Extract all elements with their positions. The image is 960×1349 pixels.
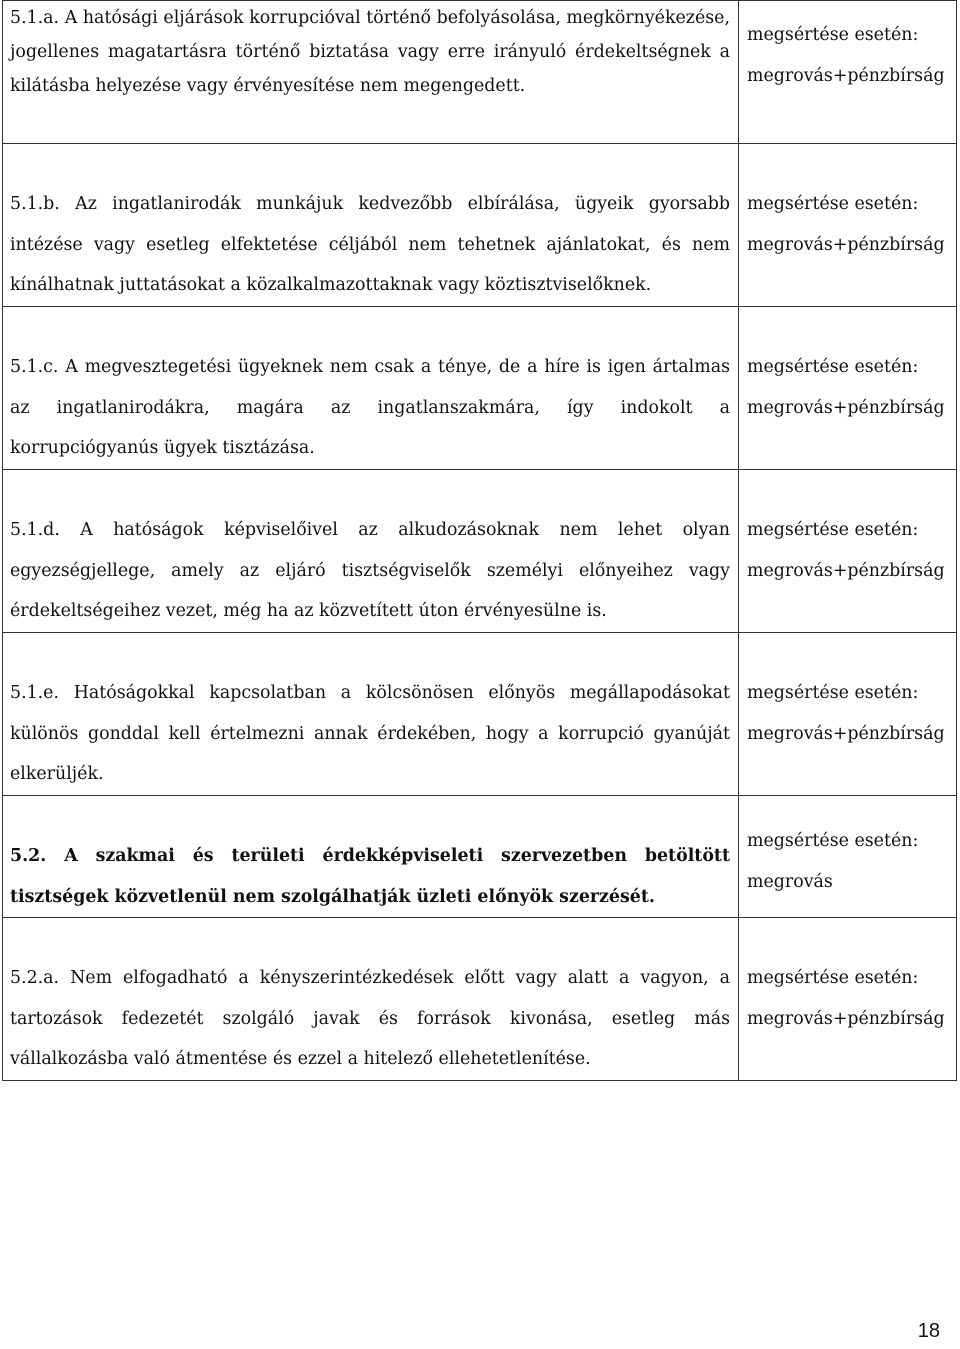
penalty-label: megsértése esetén: — [747, 520, 919, 540]
rule-row-5-2 — [3, 796, 957, 918]
rule-id: 5.1.d. — [10, 520, 60, 540]
penalty-label: megsértése esetén: — [747, 683, 919, 703]
rule-text-cell — [3, 144, 739, 307]
penalty-value: megrovás+pénzbírság — [747, 397, 945, 418]
rule-description: Nem elfogadható a kényszerintézkedések előtt vagy alatt a vagyon, a tartozások fedezetét szolgáló javak és források kivonása, esetleg más vállalkozásba való átmentése és ezzel a hitelező ellehetetlenítése. — [10, 968, 731, 1069]
rule-text-cell — [3, 633, 739, 796]
rule-row-5-2-a — [3, 918, 957, 1081]
penalty-value: megrovás+pénzbírság — [747, 65, 945, 86]
rule-id: 5.2.a. — [10, 968, 60, 988]
penalty-cell — [739, 633, 957, 796]
penalty-cell — [739, 918, 957, 1081]
rule-description: A hatóságok képviselőivel az alkudozásoknak nem lehet olyan egyezségjellege, amely az eljáró tisztségviselők személyi előnyeihez vagy érdekeltségeihez vezet, még ha az közvetített úton érvényesülne is. — [10, 520, 731, 621]
rule-description: Hatóságokkal kapcsolatban a kölcsönösen előnyös megállapodásokat különös gonddal kell értelmezni annak érdekében, hogy a korrupció gyanúját elkerüljék. — [10, 683, 730, 784]
rule-text-cell — [3, 470, 739, 633]
rule-text-cell — [3, 1, 739, 144]
penalty-cell — [739, 470, 957, 633]
penalty-label: megsértése esetén: — [747, 968, 919, 988]
rule-row-5-1-d — [3, 470, 957, 633]
penalty-cell — [739, 796, 957, 918]
rule-text-cell — [3, 796, 739, 918]
page-number: 18 — [917, 1320, 940, 1342]
penalty-value: megrovás+pénzbírság — [747, 560, 945, 581]
penalty-label: megsértése esetén: — [747, 25, 919, 45]
rule-description: A megvesztegetési ügyeknek nem csak a ténye, de a híre is igen ártalmas az ingatlanirodákra, magára az ingatlanszakmára, így indokolt a korrupciógyanús ügyek tisztázása. — [10, 357, 730, 458]
penalty-cell — [739, 307, 957, 470]
penalty-value: megrovás+pénzbírság — [747, 234, 945, 255]
rule-id: 5.2. — [10, 846, 47, 866]
rule-description: Az ingatlanirodák munkájuk kedvezőbb elbírálása, ügyeik gyorsabb intézése vagy esetleg elfektetése céljából nem tehetnek ajánlatokat, és nem kínálhatnak juttatásokat a közalkalmazottaknak vagy köztisztviselőknek. — [10, 194, 730, 295]
penalty-label: megsértése esetén: — [747, 357, 919, 377]
rule-row-5-1-c — [3, 307, 957, 470]
rule-id: 5.1.e. — [10, 683, 60, 703]
rule-id: 5.1.c. — [10, 357, 59, 377]
rule-id: 5.1.a. — [10, 8, 60, 28]
rule-row-5-1-b — [3, 144, 957, 307]
penalty-value: megrovás+pénzbírság — [747, 1008, 945, 1029]
rule-row-5-1-e — [3, 633, 957, 796]
penalty-value: megrovás — [747, 871, 833, 892]
rule-row-5-1-a — [3, 1, 957, 144]
penalty-cell — [739, 144, 957, 307]
rule-text-cell — [3, 918, 739, 1081]
rules-table — [2, 0, 957, 1081]
rule-id: 5.1.b. — [10, 194, 60, 214]
penalty-label: megsértése esetén: — [747, 831, 919, 851]
rule-text-cell — [3, 307, 739, 470]
penalty-cell — [739, 1, 957, 144]
penalty-value: megrovás+pénzbírság — [747, 723, 945, 744]
rule-description: A hatósági eljárások korrupcióval történő befolyásolása, megkörnyékezése, jogellenes magatartásra történő biztatása vagy erre irányuló érdekeltségnek a kilátásba helyezése vagy érvényesítése nem megengedett. — [10, 8, 731, 96]
rule-description: A szakmai és területi érdekképviseleti szervezetben betöltött tisztségek közvetlenül nem szolgálhatják üzleti előnyök szerzését. — [10, 846, 730, 907]
penalty-label: megsértése esetén: — [747, 194, 919, 214]
